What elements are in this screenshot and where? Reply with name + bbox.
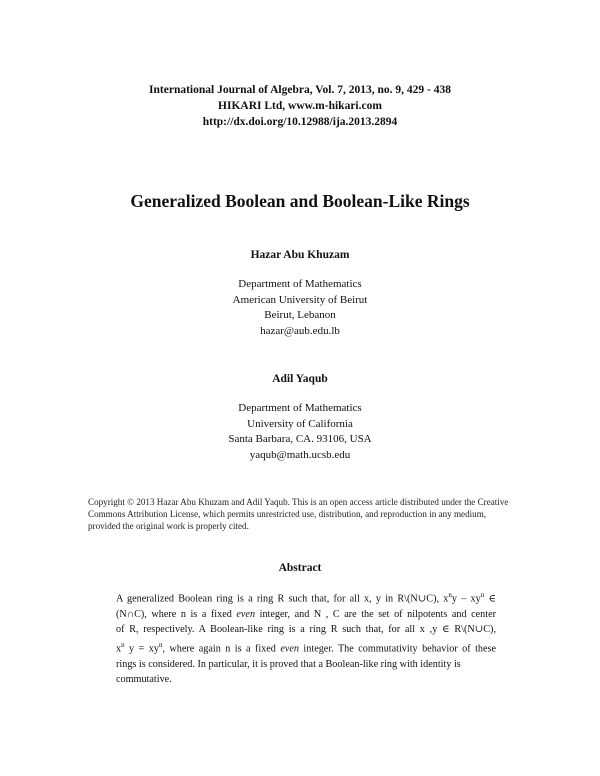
author-2-affiliation — [0, 401, 600, 463]
author-1-affiliation — [0, 277, 600, 339]
publisher-line: HIKARI Ltd, www.m-hikari.com — [218, 100, 382, 112]
affiliation-line: Beirut, Lebanon — [264, 309, 336, 321]
abstract-body — [116, 588, 496, 688]
abstract-line: rings is considered. In particular, it is proved that a Boolean-like ring with identity is — [116, 658, 461, 670]
abstract-line: $x^n$ $y = xy^n$, where again n is a fixed even integer. The commutativity behavior of these — [116, 640, 497, 655]
affiliation-line: Department of Mathematics — [238, 402, 362, 414]
abstract-line: A generalized Boolean ring is a ring R such that, for all x, y in R\(N∪C), $x^ny - xy^n$ ∈ — [116, 591, 497, 605]
paper-title: Generalized Boolean and Boolean-Like Rings — [130, 191, 470, 211]
affiliation-line: Department of Mathematics — [238, 278, 362, 290]
journal-citation: International Journal of Algebra, Vol. 7, 2013, no. 9, 429 - 438 — [149, 84, 451, 96]
abstract-line: commutative. — [116, 674, 172, 686]
journal-header — [0, 82, 600, 130]
abstract-line: (N∩C), where n is a fixed even integer, and N , C are the set of nilpotents and center — [116, 608, 496, 620]
copyright-notice: Copyright © 2013 Hazar Abu Khuzam and Adil Yaqub. This is an open access article distributed under the Creative Commons Attribution License, which permits unrestricted use, distribution, and reproduction in any medium, provided the original work is properly cited. — [88, 497, 509, 531]
affiliation-line: American University of Beirut — [232, 293, 368, 306]
author-2-email[interactable]: yaqub@math.ucsb.edu — [249, 448, 351, 461]
author-1-name: Hazar Abu Khuzam — [250, 249, 350, 261]
affiliation-line: Santa Barbara, CA. 93106, USA — [228, 433, 372, 445]
abstract-line: of R, respectively. A Boolean-like ring is a ring R such that, for all x ,y ∈ R\(N∪C), — [116, 624, 496, 636]
author-2-name: Adil Yaqub — [272, 373, 328, 385]
doi-link[interactable]: http://dx.doi.org/10.12988/ija.2013.2894 — [202, 116, 398, 128]
abstract-heading: Abstract — [278, 562, 322, 574]
affiliation-line: University of California — [247, 417, 353, 430]
author-1-email[interactable]: hazar@aub.edu.lb — [260, 324, 340, 337]
